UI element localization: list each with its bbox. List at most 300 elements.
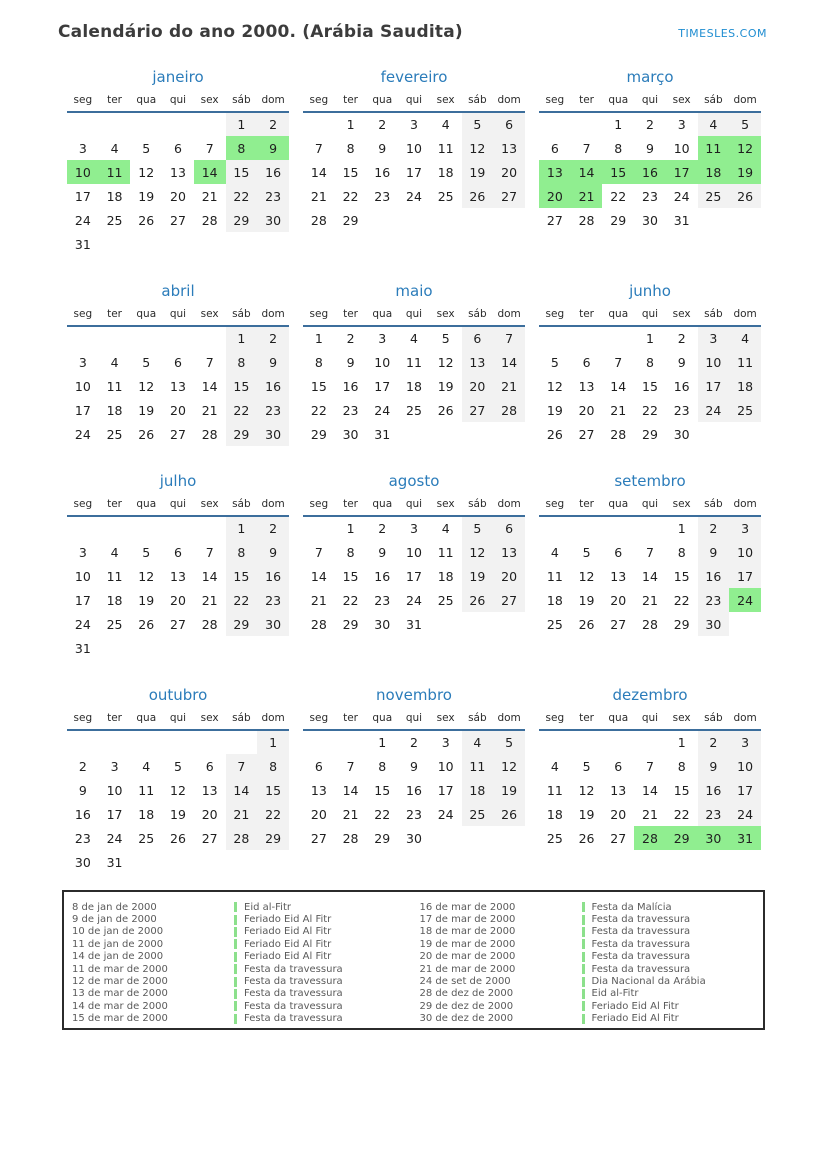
date-cell: 3 — [729, 730, 761, 754]
empty-cell — [67, 326, 99, 350]
date-cell: 14 — [342, 782, 359, 798]
date-cell: 12 — [138, 164, 155, 180]
weekday-header: dom — [729, 496, 761, 516]
date-cell: 11 — [437, 140, 454, 156]
weekday-header: seg — [539, 306, 571, 326]
month-table — [67, 496, 289, 660]
date-cell: 2 — [257, 112, 289, 136]
date-cell: 4 — [142, 758, 151, 774]
date-cell: 30 — [673, 426, 690, 442]
legend-holiday-name: Festa da travessura — [234, 1013, 408, 1024]
date-cell: 3 — [441, 735, 450, 750]
date-cell: 27 — [170, 426, 186, 442]
month-title: maio — [395, 282, 433, 300]
empty-cell — [194, 326, 226, 350]
month-title: julho — [159, 472, 197, 490]
calendar-grid — [60, 68, 827, 874]
date-cell: 8 — [677, 544, 686, 560]
date-cell: 4 — [110, 544, 119, 560]
date-cell: 17 — [74, 402, 91, 418]
date-cell: 8 — [346, 544, 355, 560]
date-cell: 12 — [729, 136, 761, 160]
date-cell: 19 — [546, 402, 563, 418]
date-cell: 25 — [138, 830, 155, 846]
date-cell: 30 — [374, 616, 391, 632]
legend-column-1 — [72, 901, 408, 1025]
date-cell: 26 — [170, 830, 186, 846]
date-cell: 13 — [310, 782, 327, 798]
site-link[interactable]: TIMESLES.COM — [678, 27, 767, 40]
date-cell: 31 — [406, 616, 422, 632]
legend-date: 9 de jan de 2000 — [72, 914, 157, 926]
weekday-header: sex — [194, 92, 226, 112]
weekday-header: qui — [398, 710, 430, 730]
empty-cell — [634, 516, 666, 540]
date-cell: 12 — [138, 378, 155, 394]
date-cell: 30 — [698, 826, 730, 850]
weekday-header: sáb — [698, 306, 730, 326]
date-cell: 29 — [257, 826, 289, 850]
date-cell: 6 — [205, 758, 214, 774]
date-cell: 14 — [310, 164, 327, 180]
date-cell: 28 — [201, 212, 218, 228]
legend-entry — [72, 975, 408, 987]
date-cell: 25 — [546, 830, 563, 846]
date-cell: 3 — [729, 516, 761, 540]
date-cell: 21 — [310, 188, 327, 204]
date-cell: 2 — [78, 758, 87, 774]
weekday-header: qui — [634, 92, 666, 112]
date-cell: 18 — [546, 592, 563, 608]
date-cell: 15 — [374, 782, 391, 798]
date-cell: 11 — [99, 160, 131, 184]
legend-holiday-name: Feriado Eid Al Fitr — [234, 926, 408, 937]
empty-cell — [162, 112, 194, 136]
empty-cell — [602, 730, 634, 754]
month-title: setembro — [614, 472, 686, 490]
weekday-header: qua — [366, 496, 398, 516]
date-cell: 28 — [226, 826, 258, 850]
date-cell: 5 — [142, 140, 151, 156]
date-cell: 22 — [226, 184, 258, 208]
date-cell: 31 — [673, 212, 690, 228]
weekday-header: seg — [539, 496, 571, 516]
date-cell: 14 — [642, 782, 658, 798]
date-cell: 4 — [441, 117, 450, 132]
date-cell: 16 — [74, 806, 91, 822]
weekday-header: qui — [398, 496, 430, 516]
empty-cell — [226, 636, 258, 660]
date-cell: 18 — [106, 188, 123, 204]
date-cell: 13 — [170, 164, 186, 180]
date-cell: 12 — [546, 378, 563, 394]
empty-cell — [698, 422, 730, 446]
empty-cell — [162, 232, 194, 256]
date-cell: 14 — [194, 160, 226, 184]
legend-holiday-name: Festa da travessura — [582, 964, 756, 975]
date-cell: 2 — [698, 516, 730, 540]
date-cell: 15 — [226, 564, 258, 588]
weekday-header: qua — [602, 306, 634, 326]
date-cell: 11 — [138, 782, 155, 798]
legend-date: 20 de mar de 2000 — [419, 951, 516, 963]
date-cell: 12 — [462, 540, 494, 564]
weekday-header: ter — [335, 710, 367, 730]
date-cell: 21 — [610, 402, 627, 418]
empty-cell — [194, 516, 226, 540]
weekday-header: sex — [430, 306, 462, 326]
holiday-marker-icon — [234, 927, 237, 937]
holiday-marker-icon — [234, 939, 237, 949]
month-title: agosto — [388, 472, 440, 490]
weekday-header: dom — [729, 92, 761, 112]
date-cell: 19 — [462, 564, 494, 588]
date-cell: 30 — [698, 612, 730, 636]
date-cell: 16 — [374, 568, 391, 584]
date-cell: 10 — [673, 140, 690, 156]
weekday-header: ter — [571, 306, 603, 326]
date-cell: 12 — [437, 354, 454, 370]
legend-entry — [420, 988, 756, 1000]
date-cell: 10 — [74, 568, 91, 584]
weekday-header: ter — [99, 306, 131, 326]
date-cell: 11 — [406, 354, 422, 370]
date-cell: 4 — [441, 521, 450, 536]
empty-cell — [130, 232, 162, 256]
date-cell: 7 — [645, 758, 654, 774]
date-cell: 31 — [106, 854, 123, 870]
date-cell: 1 — [346, 521, 355, 536]
date-cell: 19 — [437, 378, 454, 394]
date-cell: 15 — [310, 378, 327, 394]
holiday-marker-icon — [234, 1014, 237, 1024]
date-cell: 26 — [462, 184, 494, 208]
date-cell: 19 — [578, 806, 595, 822]
weekday-header: sex — [666, 496, 698, 516]
date-cell: 28 — [310, 212, 327, 228]
date-cell: 3 — [677, 117, 686, 132]
weekday-header: sex — [666, 92, 698, 112]
date-cell: 3 — [409, 521, 418, 536]
date-cell: 9 — [698, 540, 730, 564]
date-cell: 18 — [406, 378, 422, 394]
legend-holiday-name: Festa da travessura — [234, 964, 408, 975]
empty-cell — [462, 826, 494, 850]
date-cell: 18 — [437, 568, 454, 584]
date-cell: 9 — [378, 140, 387, 156]
empty-cell — [130, 326, 162, 350]
holiday-marker-icon — [234, 915, 237, 925]
empty-cell — [430, 208, 462, 232]
weekday-header: sáb — [226, 710, 258, 730]
weekday-header: dom — [257, 306, 289, 326]
date-cell: 6 — [462, 326, 494, 350]
weekday-header: dom — [257, 496, 289, 516]
date-cell: 13 — [578, 378, 595, 394]
date-cell: 24 — [74, 212, 91, 228]
legend-entry — [420, 938, 756, 950]
holiday-marker-icon — [582, 989, 585, 999]
date-cell: 23 — [374, 188, 391, 204]
date-cell: 21 — [201, 592, 218, 608]
empty-cell — [539, 730, 571, 754]
date-cell: 7 — [226, 754, 258, 778]
date-cell: 30 — [257, 422, 289, 446]
date-cell: 24 — [729, 588, 761, 612]
legend-date: 16 de mar de 2000 — [419, 901, 516, 913]
date-cell: 22 — [342, 592, 359, 608]
month-table — [539, 710, 761, 850]
date-cell: 16 — [673, 378, 690, 394]
empty-cell — [462, 612, 494, 636]
date-cell: 5 — [462, 516, 494, 540]
legend-entry — [420, 1013, 756, 1025]
date-cell: 27 — [170, 616, 186, 632]
empty-cell — [99, 232, 131, 256]
date-cell: 1 — [378, 735, 387, 750]
weekday-header: qua — [366, 92, 398, 112]
weekday-header: sáb — [462, 496, 494, 516]
date-cell: 25 — [546, 616, 563, 632]
weekday-header: seg — [539, 92, 571, 112]
empty-cell — [602, 516, 634, 540]
legend-date: 17 de mar de 2000 — [419, 914, 516, 926]
empty-cell — [493, 422, 525, 446]
date-cell: 26 — [437, 402, 454, 418]
empty-cell — [226, 850, 258, 874]
date-cell: 26 — [462, 588, 494, 612]
date-cell: 6 — [614, 758, 623, 774]
month-agosto — [303, 472, 525, 636]
date-cell: 3 — [78, 544, 87, 560]
month-table — [539, 496, 761, 636]
date-cell: 16 — [374, 164, 391, 180]
date-cell: 12 — [138, 568, 155, 584]
weekday-header: seg — [67, 306, 99, 326]
date-cell: 5 — [582, 544, 591, 560]
date-cell: 19 — [578, 592, 595, 608]
empty-cell — [67, 516, 99, 540]
date-cell: 15 — [257, 778, 289, 802]
date-cell: 6 — [314, 758, 323, 774]
date-cell: 8 — [677, 758, 686, 774]
date-cell: 15 — [226, 374, 258, 398]
date-cell: 17 — [406, 568, 422, 584]
empty-cell — [99, 516, 131, 540]
date-cell: 17 — [729, 778, 761, 802]
date-cell: 6 — [614, 544, 623, 560]
weekday-header: qui — [398, 306, 430, 326]
empty-cell — [162, 730, 194, 754]
weekday-header: qua — [602, 92, 634, 112]
weekday-header: seg — [303, 496, 335, 516]
date-cell: 14 — [571, 160, 603, 184]
date-cell: 22 — [374, 806, 391, 822]
date-cell: 16 — [257, 160, 289, 184]
date-cell: 17 — [666, 160, 698, 184]
legend-date: 28 de dez de 2000 — [419, 988, 514, 1000]
date-cell: 3 — [110, 758, 119, 774]
empty-cell — [430, 422, 462, 446]
weekday-header: sex — [194, 710, 226, 730]
date-cell: 22 — [342, 188, 359, 204]
date-cell: 7 — [205, 354, 214, 370]
empty-cell — [493, 208, 525, 232]
weekday-header: sex — [430, 710, 462, 730]
date-cell: 12 — [493, 754, 525, 778]
date-cell: 7 — [614, 354, 623, 370]
date-cell: 17 — [729, 564, 761, 588]
date-cell: 1 — [677, 521, 686, 536]
weekday-header: qua — [602, 710, 634, 730]
date-cell: 13 — [610, 568, 627, 584]
date-cell: 10 — [698, 350, 730, 374]
date-cell: 24 — [698, 398, 730, 422]
legend-holiday-name: Feriado Eid Al Fitr — [234, 914, 408, 925]
date-cell: 5 — [462, 112, 494, 136]
empty-cell — [539, 516, 571, 540]
date-cell: 2 — [698, 730, 730, 754]
date-cell: 30 — [642, 212, 658, 228]
weekday-header: dom — [493, 306, 525, 326]
weekday-header: seg — [67, 92, 99, 112]
date-cell: 28 — [310, 616, 327, 632]
legend-entry — [72, 988, 408, 1000]
weekday-header: ter — [335, 496, 367, 516]
month-table — [67, 306, 289, 446]
month-abril — [67, 282, 289, 446]
empty-cell — [226, 232, 258, 256]
weekday-header: qui — [162, 306, 194, 326]
empty-cell — [130, 730, 162, 754]
date-cell: 22 — [310, 402, 327, 418]
date-cell: 29 — [342, 616, 359, 632]
weekday-header: sex — [666, 306, 698, 326]
date-cell: 4 — [110, 140, 119, 156]
date-cell: 5 — [493, 730, 525, 754]
date-cell: 29 — [226, 422, 258, 446]
date-cell: 26 — [546, 426, 563, 442]
legend-column-2 — [420, 901, 756, 1025]
date-cell: 18 — [106, 592, 123, 608]
legend-date: 18 de mar de 2000 — [419, 926, 516, 938]
date-cell: 27 — [201, 830, 218, 846]
date-cell: 24 — [673, 188, 690, 204]
date-cell: 10 — [374, 354, 391, 370]
date-cell: 30 — [342, 426, 359, 442]
weekday-header: qua — [602, 496, 634, 516]
date-cell: 19 — [493, 778, 525, 802]
legend-date: 15 de mar de 2000 — [72, 1013, 168, 1025]
weekday-header: sex — [666, 710, 698, 730]
month-table — [539, 92, 761, 232]
legend-entry — [72, 913, 408, 925]
weekday-header: ter — [571, 496, 603, 516]
weekday-header: seg — [539, 710, 571, 730]
weekday-header: seg — [303, 710, 335, 730]
date-cell: 27 — [170, 212, 186, 228]
empty-cell — [67, 112, 99, 136]
date-cell: 22 — [226, 588, 258, 612]
empty-cell — [303, 112, 335, 136]
legend-entry — [420, 963, 756, 975]
date-cell: 27 — [493, 184, 525, 208]
legend-date: 11 de jan de 2000 — [72, 938, 164, 950]
date-cell: 17 — [74, 592, 91, 608]
weekday-header: qua — [130, 92, 162, 112]
empty-cell — [571, 326, 603, 350]
date-cell: 4 — [698, 112, 730, 136]
date-cell: 15 — [602, 160, 634, 184]
empty-cell — [634, 730, 666, 754]
weekday-header: qui — [634, 496, 666, 516]
date-cell: 2 — [257, 326, 289, 350]
date-cell: 20 — [578, 402, 595, 418]
date-cell: 14 — [310, 568, 327, 584]
date-cell: 22 — [257, 802, 289, 826]
date-cell: 5 — [550, 354, 559, 370]
date-cell: 16 — [257, 564, 289, 588]
date-cell: 8 — [226, 350, 258, 374]
month-title: fevereiro — [380, 68, 448, 86]
empty-cell — [130, 636, 162, 660]
weekday-header: ter — [335, 306, 367, 326]
date-cell: 20 — [610, 806, 627, 822]
date-cell: 25 — [106, 426, 123, 442]
legend-date: 12 de mar de 2000 — [72, 976, 168, 988]
date-cell: 2 — [677, 331, 686, 346]
date-cell: 21 — [226, 802, 258, 826]
holiday-marker-icon — [582, 1001, 585, 1011]
month-table — [67, 92, 289, 256]
month-title: março — [626, 68, 674, 86]
weekday-header: ter — [99, 496, 131, 516]
empty-cell — [130, 516, 162, 540]
legend-date: 10 de jan de 2000 — [72, 926, 164, 938]
date-cell: 23 — [74, 830, 91, 846]
date-cell: 21 — [493, 374, 525, 398]
month-setembro — [539, 472, 761, 636]
month-junho — [539, 282, 761, 446]
date-cell: 14 — [201, 568, 218, 584]
weekday-header: qui — [162, 92, 194, 112]
weekday-header: ter — [571, 92, 603, 112]
date-cell: 17 — [698, 374, 730, 398]
date-cell: 26 — [578, 616, 595, 632]
date-cell: 4 — [409, 331, 418, 346]
legend-holiday-name: Festa da travessura — [582, 914, 756, 925]
date-cell: 18 — [106, 402, 123, 418]
date-cell: 15 — [642, 378, 658, 394]
weekday-header: qui — [162, 496, 194, 516]
legend-holiday-name: Festa da travessura — [582, 939, 756, 950]
holiday-marker-icon — [234, 902, 237, 912]
date-cell: 3 — [78, 354, 87, 370]
legend-entry — [420, 901, 756, 913]
legend-holiday-name: Eid al-Fitr — [234, 902, 408, 913]
date-cell: 22 — [226, 398, 258, 422]
date-cell: 24 — [406, 592, 422, 608]
holiday-marker-icon — [582, 939, 585, 949]
empty-cell — [462, 208, 494, 232]
month-novembro — [303, 686, 525, 850]
holiday-marker-icon — [234, 952, 237, 962]
date-cell: 21 — [342, 806, 359, 822]
empty-cell — [303, 516, 335, 540]
date-cell: 9 — [677, 354, 686, 370]
date-cell: 8 — [346, 140, 355, 156]
legend-holiday-name: Feriado Eid Al Fitr — [234, 939, 408, 950]
